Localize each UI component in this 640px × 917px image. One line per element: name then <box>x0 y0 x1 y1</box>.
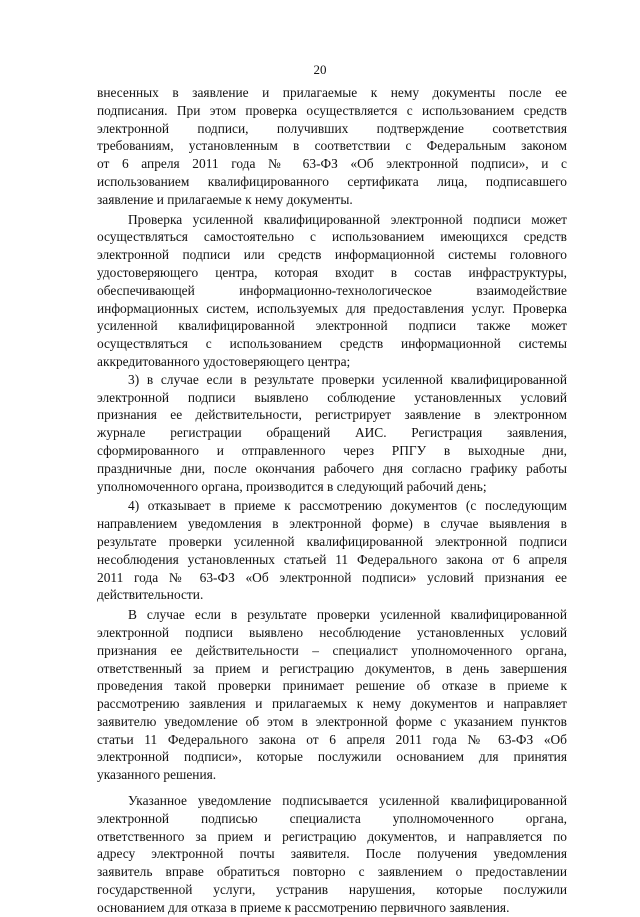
text-line: уполномоченного органа, производится в следующий рабочий день; <box>97 478 487 494</box>
text-line: электронной подписи выявлено несоблюдение установленных условий <box>97 624 567 640</box>
text-line: 4) отказывает в приеме к рассмотрению документов (с последующим <box>128 498 567 514</box>
text-line: требованиям, установленным в соответствии с Федеральным законом <box>97 138 567 154</box>
text-line: аккредитованного удостоверяющего центра; <box>97 353 351 369</box>
text-line: электронной подписи или средств информационной системы головного <box>97 247 567 263</box>
text-line: осуществляться с использованием средств информационной системы <box>97 336 567 352</box>
document-body <box>97 84 567 917</box>
text-line: признания ее действительности – специалист уполномоченного органа, <box>97 642 567 658</box>
text-line: признания ее действительности, регистрирует заявление в электронном <box>97 407 567 423</box>
text-line: подписания. При этом проверка осуществляется с использованием средств <box>97 102 567 118</box>
text-line: информационных систем, используемых для предоставления услуг. Проверка <box>97 300 567 316</box>
text-line: заявитель вправе обратиться повторно с заявлением о предоставлении <box>97 864 567 880</box>
text-line: Проверка усиленной квалифицированной электронной подписи может <box>128 211 567 227</box>
text-line: указанного решения. <box>97 767 217 783</box>
text-line: сформированного и отправленного через РПГУ в выходные дни, <box>97 442 567 458</box>
text-line: усиленной квалифицированной электронной подписи также может <box>97 318 567 334</box>
text-line: несоблюдения установленных статьей 11 Федерального закона от 6 апреля <box>97 551 567 567</box>
text-line: 3) в случае если в результате проверки усиленной квалифицированной <box>128 371 567 387</box>
text-line: государственной услуги, устранив нарушения, которые послужили <box>97 882 567 898</box>
text-line: направлением уведомления в электронной форме) в случае выявления в <box>97 516 567 532</box>
paragraph-3 <box>97 371 567 496</box>
text-line: использованием квалифицированного сертификата лица, подписавшего <box>97 173 567 189</box>
text-line: В случае если в результате проверки усиленной квалифицированной <box>128 607 567 623</box>
text-line: 2011 года № 63-ФЗ «Об электронной подписи» условий признания ее <box>97 569 567 585</box>
text-line: ответственный за прием и регистрацию документов, в день завершения <box>97 660 567 676</box>
text-line: удостоверяющего центра, которая входит в состав инфраструктуры, <box>97 264 567 280</box>
text-line: осуществляться самостоятельно с использованием имеющихся средств <box>97 229 567 245</box>
text-line: основанием для отказа в приеме к рассмотрению первичного заявления. <box>97 899 510 915</box>
paragraph-5 <box>97 606 567 784</box>
text-line: праздничные дни, после окончания рабочего дня согласно графику работы <box>97 460 567 476</box>
paragraph-1 <box>97 84 567 209</box>
text-line: Указанное уведомление подписывается усиленной квалифицированной <box>128 793 567 809</box>
text-line: ответственного за прием и регистрацию документов, и направляется по <box>97 828 567 844</box>
text-line: электронной подписи, получивших подтверждение соответствия <box>97 120 567 136</box>
text-line: электронной подписи выявлено соблюдение установленных условий <box>97 389 567 405</box>
text-line: действительности. <box>97 587 204 603</box>
text-line: электронной подписью специалиста уполномоченного органа, <box>97 810 567 826</box>
paragraph-6 <box>97 792 567 917</box>
paragraph-4 <box>97 497 567 604</box>
text-line: от 6 апреля 2011 года № 63-ФЗ «Об электронной подписи», и с <box>97 156 567 172</box>
paragraph-2 <box>97 211 567 371</box>
text-line: проведения такой проверки принимает решение об отказе в приеме к <box>97 678 567 694</box>
text-line: адресу электронной почты заявителя. После получения уведомления <box>97 846 567 862</box>
text-line: результате проверки усиленной квалифицированной электронной подписи <box>97 533 567 549</box>
text-line: обеспечивающей информационно-технологическое взаимодействие <box>97 282 567 298</box>
text-line: журнале регистрации обращений АИС. Регистрация заявления, <box>97 425 567 441</box>
text-line: электронной подписи», которые послужили основанием для принятия <box>97 749 567 765</box>
page-number: 20 <box>313 62 327 77</box>
text-line: заявление и прилагаемые к нему документы. <box>97 191 353 207</box>
text-line: внесенных в заявление и прилагаемые к нему документы после ее <box>97 85 567 100</box>
text-line: статьи 11 Федерального закона от 6 апреля 2011 года № 63-ФЗ «Об <box>97 731 567 747</box>
text-line: рассмотрению заявления и прилагаемых к нему документов и направляет <box>97 696 567 712</box>
text-line: заявителю уведомление об этом в электронной форме с указанием пунктов <box>97 713 567 729</box>
